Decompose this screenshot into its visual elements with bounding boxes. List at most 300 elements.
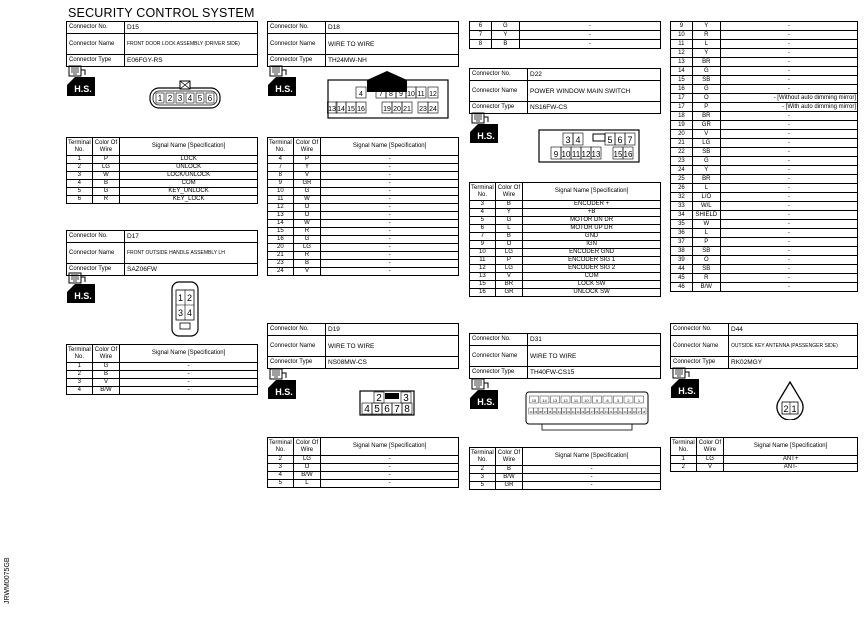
connector-type: NS16FW-CS (528, 102, 661, 114)
wire-color: BR (692, 112, 720, 121)
wire-color: P (92, 156, 120, 164)
table-row (671, 130, 858, 139)
header-color-of-wire: Color Of Wire (696, 438, 724, 456)
terminal-no: 3 (268, 464, 294, 472)
label-connector-type: Connector Type (67, 55, 125, 67)
terminal-no: 26 (671, 184, 693, 193)
pin-table-header (268, 438, 459, 456)
wire-color: LG (696, 456, 724, 464)
terminal-no: 9 (671, 22, 693, 31)
pin-table-header (671, 438, 858, 456)
terminal-no: 1 (67, 156, 93, 164)
wire-color: SB (692, 76, 720, 85)
header-signal-name: Signal Name [Specification] (724, 438, 858, 456)
connector-name: WIRE TO WIRE (326, 34, 459, 55)
pin-number: 33 (562, 411, 566, 414)
connector-type: NS08MW-CS (326, 357, 459, 369)
pin-number: 14 (337, 106, 345, 113)
signal-name: LOCK/UNLOCK (120, 172, 258, 180)
pin-number: 3 (177, 308, 184, 318)
label-connector-name: Connector Name (268, 336, 326, 357)
table-row (67, 387, 258, 395)
signal-name: - (720, 121, 857, 130)
harness-side-icon (66, 65, 96, 97)
signal-name: LOCK (120, 156, 258, 164)
harness-side-icon (670, 367, 700, 399)
harness-side-icon (469, 112, 499, 144)
signal-name: LOCK SW (523, 281, 661, 289)
signal-name: - (321, 252, 459, 260)
signal-name: - (720, 283, 857, 292)
pin-number: 2 (376, 393, 382, 404)
terminal-no: 6 (470, 22, 492, 31)
terminal-no: 21 (268, 252, 294, 260)
terminal-no: 2 (470, 466, 496, 474)
signal-name: - (720, 40, 857, 49)
label-connector-name: Connector Name (67, 243, 125, 264)
terminal-no: 3 (470, 201, 496, 209)
wire-color: LG (92, 164, 120, 172)
signal-name: IGN (523, 241, 661, 249)
wire-color: L (692, 229, 720, 238)
pin-number: 15 (347, 106, 355, 113)
table-row (671, 202, 858, 211)
header-terminal-no: Terminal No. (268, 138, 294, 156)
signal-name: - (523, 474, 661, 482)
signal-name: ANT+ (724, 456, 858, 464)
terminal-no: 7 (470, 31, 492, 40)
table-row (268, 180, 459, 188)
header-terminal-no: Terminal No. (470, 448, 496, 466)
pin-number: 38 (538, 411, 542, 414)
pin-number: 11 (571, 150, 581, 159)
wire-color: G (92, 363, 120, 371)
label-connector-type: Connector Type (268, 357, 326, 369)
header-signal-name: Signal Name [Specification] (120, 138, 258, 156)
terminal-no: 5 (67, 188, 93, 196)
signal-name: - (519, 22, 660, 31)
header-color-of-wire: Color Of Wire (293, 138, 321, 156)
connector-name: FRONT OUTSIDE HANDLE ASSEMBLY LH (125, 243, 258, 264)
wire-color: B (495, 233, 523, 241)
pin-number: 1 (177, 293, 184, 303)
pin-table (469, 21, 661, 49)
signal-name: - (321, 196, 459, 204)
signal-name: - (321, 188, 459, 196)
connector-d15-info (66, 21, 258, 67)
connector-name: OUTSIDE KEY ANTENNA (PASSENGER SIDE) (729, 336, 858, 357)
pin-number: 12 (581, 150, 591, 159)
table-row (470, 289, 661, 297)
table-row (671, 112, 858, 121)
pin-number: 10 (407, 91, 415, 98)
signal-name: - (321, 164, 459, 172)
pin-table (670, 21, 858, 292)
table-row (268, 464, 459, 472)
table-row (671, 85, 858, 94)
table-row (268, 228, 459, 236)
terminal-no: 14 (268, 220, 294, 228)
wire-color: GR (293, 180, 321, 188)
terminal-no: 5 (470, 482, 496, 490)
signal-name: - (720, 211, 857, 220)
terminal-no: 23 (268, 260, 294, 268)
signal-name: - (519, 31, 660, 40)
wire-color: L (692, 184, 720, 193)
header-color-of-wire: Color Of Wire (495, 183, 523, 201)
connector-d19-info (267, 323, 459, 369)
wire-color: L (495, 225, 523, 233)
wire-color: P (495, 257, 523, 265)
connector-d17-info (66, 230, 258, 276)
wire-color: V (495, 273, 523, 281)
wire-color: GR (495, 482, 523, 490)
terminal-no: 18 (671, 112, 693, 121)
table-row (671, 31, 858, 40)
table-row (671, 49, 858, 58)
pin-number: 8 (404, 404, 410, 415)
pin-table (267, 137, 459, 276)
hs-label: H.S. (477, 397, 495, 407)
terminal-no: 45 (671, 274, 693, 283)
pin-number: 40 (529, 411, 533, 414)
pin-number: 3 (177, 94, 183, 103)
pin-number: 23 (609, 411, 613, 414)
terminal-no: 3 (67, 379, 93, 387)
connector-d31-face (524, 388, 650, 432)
pin-number: 22 (614, 411, 618, 414)
pin-number: 12 (429, 91, 437, 98)
pin-number: 1 (157, 94, 163, 103)
signal-name: - (120, 379, 258, 387)
pin-number: 9 (553, 150, 559, 159)
wire-color: B (491, 40, 519, 49)
wire-color: GR (495, 289, 523, 297)
table-row (268, 172, 459, 180)
terminal-no: 24 (671, 166, 693, 175)
connector-d17-face (168, 278, 202, 340)
terminal-no: 4 (268, 156, 294, 164)
terminal-no: 12 (470, 265, 496, 273)
terminal-no: 2 (268, 456, 294, 464)
wire-color: G (692, 157, 720, 166)
table-row (470, 474, 661, 482)
table-row (671, 229, 858, 238)
wire-color: GR (692, 121, 720, 130)
harness-side-icon (267, 368, 297, 400)
pin-number: 3 (403, 393, 409, 404)
wire-color: O (692, 94, 720, 103)
wire-color: Y (692, 166, 720, 175)
pin-number: 2 (167, 94, 173, 103)
terminal-no: 20 (671, 130, 693, 139)
terminal-no: 37 (671, 238, 693, 247)
connector-d44-face (773, 380, 807, 420)
signal-name: - (720, 166, 857, 175)
table-row (470, 217, 661, 225)
pin-number: 17 (637, 411, 641, 414)
table-row (268, 196, 459, 204)
connector-name: POWER WINDOW MAIN SWITCH (528, 81, 661, 102)
wire-color: LG (293, 244, 321, 252)
signal-name: - [Without auto dimming mirror] (720, 94, 857, 103)
header-terminal-no: Terminal No. (268, 438, 294, 456)
wire-color: V (696, 464, 724, 472)
signal-name: ENCODER GND (523, 249, 661, 257)
pin-table (66, 137, 258, 204)
table-row (470, 265, 661, 273)
table-row (268, 204, 459, 212)
pin-number: 13 (328, 106, 336, 113)
signal-name: - (720, 184, 857, 193)
wire-color: B/W (692, 283, 720, 292)
signal-name: - (720, 22, 857, 31)
terminal-no: 11 (671, 40, 693, 49)
pin-number: 9 (399, 91, 403, 98)
terminal-no: 15 (470, 281, 496, 289)
pin-number: 37 (543, 411, 547, 414)
header-terminal-no: Terminal No. (67, 345, 93, 363)
wire-color: SB (692, 247, 720, 256)
wire-color: B (495, 466, 523, 474)
terminal-no: 25 (671, 175, 693, 184)
connector-d22-info (469, 68, 661, 114)
terminal-no: 38 (671, 247, 693, 256)
table-row (470, 257, 661, 265)
signal-name: - (523, 482, 661, 490)
pin-number: 13 (591, 150, 601, 159)
table-row (470, 209, 661, 217)
table-row (67, 172, 258, 180)
label-connector-name: Connector Name (470, 81, 528, 102)
terminal-no: 22 (671, 148, 693, 157)
signal-name: - (321, 220, 459, 228)
signal-name: KEY_UNLOCK (120, 188, 258, 196)
terminal-no: 20 (268, 244, 294, 252)
pin-number: 23 (419, 106, 427, 113)
hs-label: H.S. (74, 84, 92, 94)
pin-number: 6 (207, 94, 213, 103)
signal-name: - [With auto dimming mirror] (720, 103, 857, 112)
wire-color: L (692, 40, 720, 49)
table-row (268, 268, 459, 276)
wire-color: O (692, 256, 720, 265)
signal-name: - (720, 112, 857, 121)
pin-number: 2 (783, 404, 789, 414)
connector-d17-pins (66, 344, 258, 395)
document-code: JRWM0075GB (4, 557, 11, 604)
terminal-no: 46 (671, 283, 693, 292)
pin-number: 20 (623, 411, 627, 414)
terminal-no: 4 (67, 180, 93, 188)
signal-name: - (321, 244, 459, 252)
terminal-no: 7 (268, 164, 294, 172)
pin-number: 8 (389, 91, 393, 98)
signal-name: MOTOR DN DR (523, 217, 661, 225)
table-row (671, 265, 858, 274)
wire-color: W (92, 172, 120, 180)
connector-no: D22 (528, 69, 661, 81)
terminal-no: 32 (671, 193, 693, 202)
terminal-no: 36 (671, 229, 693, 238)
table-row (268, 164, 459, 172)
table-row (671, 148, 858, 157)
wire-color: Y (692, 49, 720, 58)
table-row (67, 363, 258, 371)
wire-color: R (692, 31, 720, 40)
terminal-no: 12 (268, 204, 294, 212)
terminal-no: 16 (268, 236, 294, 244)
pin-number: 21 (403, 106, 411, 113)
connector-type: TH40FW-CS15 (528, 367, 661, 379)
wire-color: B/W (293, 472, 321, 480)
header-signal-name: Signal Name [Specification] (321, 438, 459, 456)
pin-number: 12 (563, 398, 568, 403)
table-row (671, 220, 858, 229)
terminal-no: 33 (671, 202, 693, 211)
pin-number: 24 (604, 411, 608, 414)
wire-color: B (293, 260, 321, 268)
signal-name: - (720, 31, 857, 40)
wire-color: G (692, 67, 720, 76)
signal-name: +B (523, 209, 661, 217)
label-connector-no: Connector No. (67, 22, 125, 34)
terminal-no: 4 (268, 472, 294, 480)
terminal-no: 2 (67, 164, 93, 172)
signal-name: - (321, 228, 459, 236)
wire-color: Y (692, 22, 720, 31)
terminal-no: 9 (470, 241, 496, 249)
wire-color: B (92, 371, 120, 379)
label-connector-type: Connector Type (470, 367, 528, 379)
table-row (671, 256, 858, 265)
pin-number: 4 (364, 404, 370, 415)
signal-name: - (720, 256, 857, 265)
wire-color: L/O (692, 193, 720, 202)
signal-name: GND (523, 233, 661, 241)
pin-number: 14 (542, 398, 547, 403)
signal-name: - (321, 480, 459, 488)
pin-table (267, 437, 459, 488)
wire-color: Y (491, 31, 519, 40)
terminal-no: 16 (671, 85, 693, 94)
table-row (67, 164, 258, 172)
table-row (268, 220, 459, 228)
wire-color: B/W (495, 474, 523, 482)
pin-number: 10 (561, 150, 571, 159)
connector-d31-pins (469, 447, 661, 490)
table-row (470, 40, 661, 49)
table-row (268, 480, 459, 488)
signal-name: COM (523, 273, 661, 281)
header-signal-name: Signal Name [Specification] (321, 138, 459, 156)
terminal-no: 5 (470, 217, 496, 225)
connector-d19-face (359, 390, 415, 416)
signal-name: - (519, 40, 660, 49)
connector-d44-pins (670, 437, 858, 472)
signal-name: UNLOCK (120, 164, 258, 172)
pin-number: 26 (595, 411, 599, 414)
label-connector-type: Connector Type (67, 264, 125, 276)
label-connector-name: Connector Name (67, 34, 125, 55)
signal-name: - (720, 175, 857, 184)
table-row (268, 252, 459, 260)
table-row (671, 103, 858, 112)
terminal-no: 4 (67, 387, 93, 395)
terminal-no: 13 (671, 58, 693, 67)
pin-number: 2 (186, 293, 193, 303)
pin-number: 35 (553, 411, 556, 414)
table-row (671, 40, 858, 49)
wire-color: BR (692, 58, 720, 67)
wire-color: SHIELD (692, 211, 720, 220)
terminal-no: 10 (268, 188, 294, 196)
wire-color: SB (692, 265, 720, 274)
wire-color: G (293, 188, 321, 196)
header-color-of-wire: Color Of Wire (92, 138, 120, 156)
wire-color: Y (495, 209, 523, 217)
connector-d44-info (670, 323, 858, 369)
pin-number: 19 (383, 106, 391, 113)
terminal-no: 6 (67, 196, 93, 204)
wire-color: L (293, 480, 321, 488)
terminal-no: 14 (671, 67, 693, 76)
wire-color: LG (293, 456, 321, 464)
signal-name: - (720, 76, 857, 85)
signal-name: - (720, 274, 857, 283)
wire-color: LG (692, 139, 720, 148)
signal-name: - (720, 58, 857, 67)
wire-color: V (92, 379, 120, 387)
header-color-of-wire: Color Of Wire (293, 438, 321, 456)
terminal-no: 1 (67, 363, 93, 371)
connector-d18-face (327, 70, 449, 120)
label-connector-no: Connector No. (67, 231, 125, 243)
pin-number: 9 (595, 398, 599, 403)
table-row (671, 139, 858, 148)
pin-number: 7 (627, 135, 633, 145)
pin-number: 39 (534, 411, 538, 414)
connector-type: TH24MW-NH (326, 55, 459, 67)
pin-number: 7 (394, 404, 400, 415)
table-row (67, 156, 258, 164)
label-connector-name: Connector Name (268, 34, 326, 55)
terminal-no: 8 (268, 172, 294, 180)
wire-color: W (293, 220, 321, 228)
signal-name: - (321, 172, 459, 180)
pin-number: 15 (531, 398, 537, 403)
terminal-no: 16 (470, 289, 496, 297)
table-row (671, 94, 858, 103)
signal-name: - (321, 212, 459, 220)
wire-color: BR (495, 281, 523, 289)
signal-name: - (321, 156, 459, 164)
terminal-no: 35 (671, 220, 693, 229)
wire-color: G (495, 217, 523, 225)
table-row (671, 456, 858, 464)
terminal-no: 12 (671, 49, 693, 58)
wire-color: O (293, 204, 321, 212)
connector-no: D17 (125, 231, 258, 243)
terminal-no: 1 (671, 456, 697, 464)
terminal-no: 44 (671, 265, 693, 274)
terminal-no: 4 (470, 209, 496, 217)
wire-color: Y (293, 164, 321, 172)
connector-no: D31 (528, 334, 661, 346)
connector-no: D44 (729, 324, 858, 336)
connector-d31-continuation (670, 21, 858, 292)
wire-color: O (293, 212, 321, 220)
